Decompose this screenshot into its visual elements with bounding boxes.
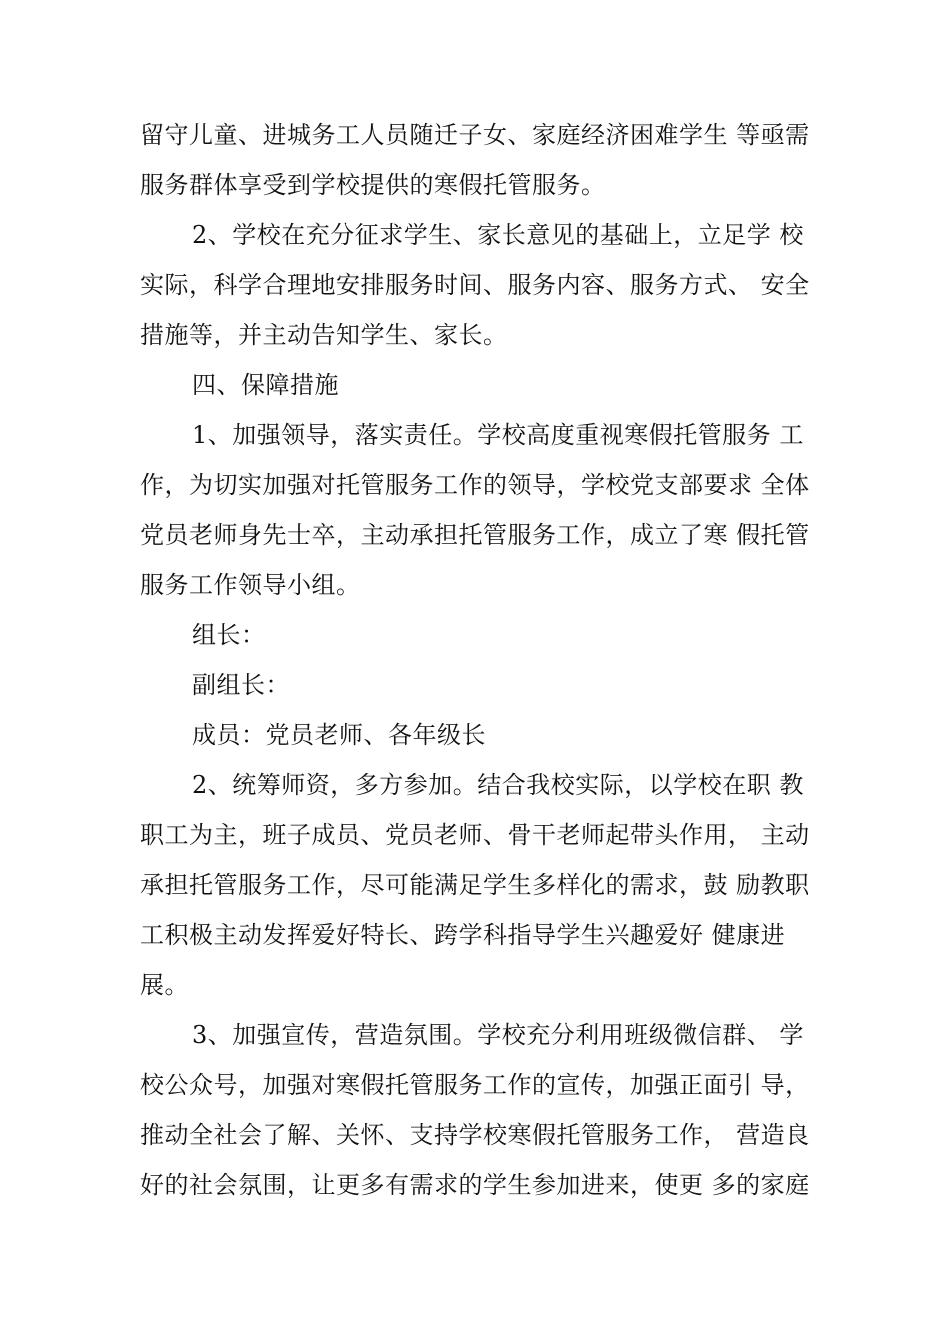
text-line: 党员老师身先士卒，主动承担托管服务工作，成立了寒 假托管 [140, 521, 810, 549]
text-line: 措施等，并主动告知学生、家长。 [140, 321, 508, 349]
text-line: 推动全社会了解、关怀、支持学校寒假托管服务工作， 营造良 [140, 1121, 810, 1149]
text-line: 校公众号，加强对寒假托管服务工作的宣传，加强正面引 导， [140, 1071, 810, 1099]
text-line: 职工为主，班子成员、党员老师、骨干老师起带头作用， 主动 [140, 821, 810, 849]
text-line: 工积极主动发挥爱好特长、跨学科指导学生兴趣爱好 健康进 [140, 921, 786, 949]
text-line: 留守儿童、进城务工人员随迁子女、家庭经济困难学生 等亟需 [140, 121, 810, 149]
members-line: 成员：党员老师、各年级长 [192, 721, 486, 749]
text-line: 承担托管服务工作，尽可能满足学生多样化的需求，鼓 励教职 [140, 871, 810, 899]
text-line: 服务工作领导小组。 [140, 571, 361, 599]
section-heading: 四、保障措施 [192, 371, 339, 399]
text-line: 实际，科学合理地安排服务时间、服务内容、服务方式、 安全 [140, 271, 810, 299]
text-line: 展。 [140, 971, 189, 999]
deputy-leader-label: 副组长： [192, 671, 290, 699]
paragraph-start-line: 2、统筹师资，多方参加。结合我校实际，以学校在职 教 [192, 771, 804, 799]
text-line: 好的社会氛围，让更多有需求的学生参加进来，使更 多的家庭 [140, 1171, 810, 1199]
text-line: 服务群体享受到学校提供的寒假托管服务。 [140, 171, 606, 199]
paragraph-start-line: 3、加强宣传，营造氛围。学校充分利用班级微信群、 学 [192, 1021, 804, 1049]
group-leader-label: 组长： [192, 621, 266, 649]
text-line: 作，为切实加强对托管服务工作的领导，学校党支部要求 全体 [140, 471, 810, 499]
paragraph-start-line: 1、加强领导，落实责任。学校高度重视寒假托管服务 工 [192, 421, 804, 449]
paragraph-start-line: 2、学校在充分征求学生、家长意见的基础上，立足学 校 [192, 221, 804, 249]
